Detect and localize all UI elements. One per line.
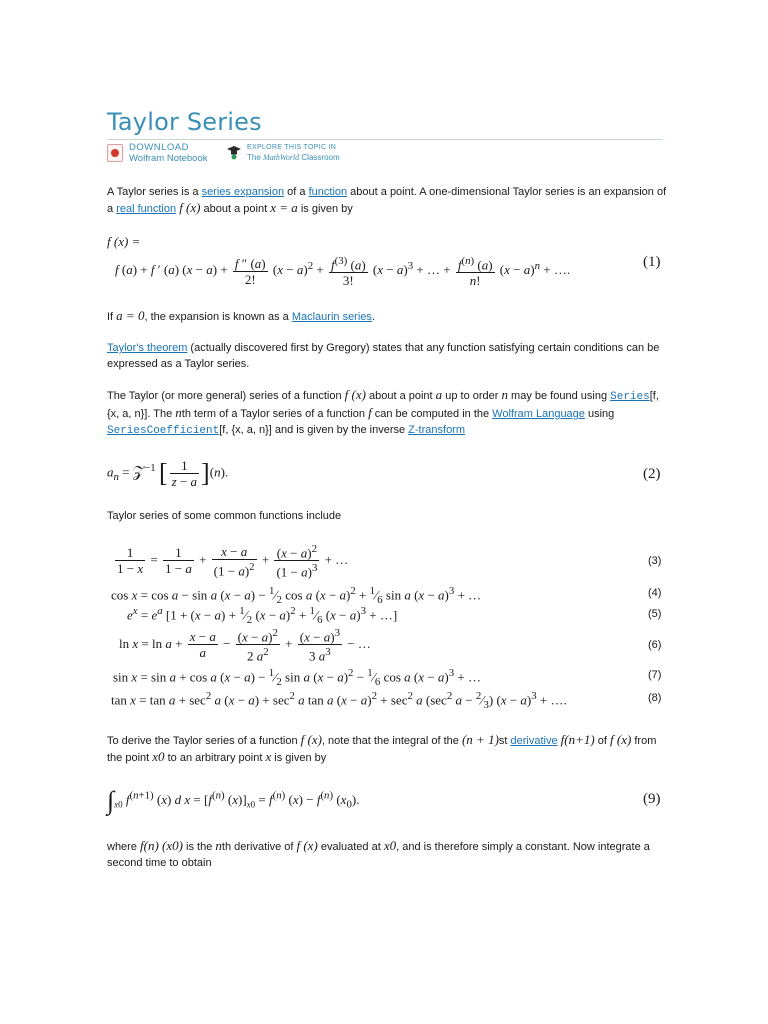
explore-label[interactable]: EXPLORE THIS TOPIC IN bbox=[247, 144, 337, 151]
equation-6: ln x = ln a + $\frac{x - a}{a}$ − $\frac{(x - a)^2}{2 a^2}$ + $\frac{(x - a)^3}{3 a^3}$ − … bbox=[119, 627, 371, 664]
common-functions-paragraph: Taylor series of some common functions include bbox=[107, 510, 342, 522]
equation-1-number: (1) bbox=[643, 254, 661, 270]
equation-9: $\int_{x0}$ $f^{(n+1)}$ (x) d $x = [f^{(n)}$ $(x)]_{x0} = f^{(n)}$ $(x) - f^{(n)}$ $(x_0)$. bbox=[107, 786, 360, 815]
equation-7: sin x = sin a + cos a $(x - a) - ^1⁄_2$ sin a $(x - a)^2$ − $^1⁄_6$ cos a $(x - a)^3$ + … bbox=[113, 667, 481, 688]
download-label[interactable]: DOWNLOAD bbox=[129, 142, 189, 153]
wolfram-language-link[interactable]: Wolfram Language bbox=[492, 408, 585, 420]
equation-2: $a_n$ = 𝒵$^{-1}$ [ $\frac{1}{z - a}$ ](n). bbox=[107, 458, 229, 489]
series-code-link[interactable]: Series bbox=[610, 391, 650, 403]
taylor-theorem-paragraph: Taylor's theorem (actually discovered first by Gregory) states that any function satisfying certain conditions can be expressed as a Taylor series. bbox=[107, 342, 660, 370]
function-link[interactable]: function bbox=[308, 186, 348, 198]
taylors-theorem-link[interactable]: Taylor's theorem bbox=[107, 342, 188, 354]
series-coefficient-code-link[interactable]: SeriesCoefficient bbox=[107, 425, 220, 437]
equation-8: $\tan x = \tan a + \sec^2 a$ $(x - a) + \sec^2 a$ tan a $(x - a)^2 + \sec^2 a$ ($\sec^2$ $a - ^2⁄_3$) $(x - a)^3$ + …. bbox=[111, 690, 567, 711]
graduation-cap-icon[interactable] bbox=[227, 144, 241, 160]
download-notebook-link[interactable]: Wolfram Notebook bbox=[129, 153, 208, 164]
equation-3-number: (3) bbox=[648, 555, 662, 567]
series-expansion-link[interactable]: series expansion bbox=[201, 186, 285, 198]
title-divider bbox=[107, 139, 662, 140]
equation-9-number: (9) bbox=[643, 791, 661, 807]
real-function-link[interactable]: real function bbox=[116, 203, 177, 215]
z-transform-link[interactable]: Z-transform bbox=[408, 424, 466, 436]
equation-1-lhs: f (x) = bbox=[107, 234, 141, 249]
constant-paragraph: where f(n) (x0) is the nth derivative of f (x) evaluated at x0, and is therefore simply a constant. Now integrate a second time to obtain bbox=[107, 838, 650, 869]
maclaurin-series-link[interactable]: Maclaurin series bbox=[291, 311, 372, 323]
equation-5-number: (5) bbox=[648, 608, 662, 620]
notebook-download-icon[interactable] bbox=[107, 144, 123, 162]
equation-4-number: (4) bbox=[648, 587, 662, 599]
equation-7-number: (7) bbox=[648, 669, 662, 681]
mathworld-classroom-link[interactable]: The MathWorld Classroom bbox=[247, 153, 340, 162]
equation-1-rhs: f (a) + f ′ (a) (x − a) + $\frac{f '' (a)}{2!}$ $(x - a)^2$ + $\frac{f^{(3)} (a)}{3!}$ $(x - a)^3$ + … + $\frac{f^{(n)} (a)}{n!}$ $(x - a)^n$ + …. bbox=[115, 255, 571, 289]
maclaurin-paragraph: If a = 0, the expansion is known as a Maclaurin series. bbox=[107, 308, 375, 323]
series-function-paragraph: The Taylor (or more general) series of a function f (x) about a point a up to order n may be found using Series[f, {x, a, n}]. The nth term of a Taylor series of a function f can be computed in the Wolfram Language using SeriesCoefficient[f, {x, a, n}] and is given by the inverse Z-transform bbox=[107, 387, 659, 437]
equation-3: $\frac{1}{1 - x}$ = $\frac{1}{1 - a}$ + $\frac{x - a}{(1 - a)^2}$ + $\frac{(x - a)^2}{(1 - a)^3}$ + … bbox=[117, 543, 349, 580]
derivative-link[interactable]: derivative bbox=[510, 735, 558, 747]
derivation-paragraph: To derive the Taylor series of a function f (x), note that the integral of the (n + 1)st derivative f(n+1) of f (x) from the point x0 to an arbitrary point x is given by bbox=[107, 732, 657, 764]
equation-8-number: (8) bbox=[648, 692, 662, 704]
equation-2-number: (2) bbox=[643, 466, 661, 482]
equation-6-number: (6) bbox=[648, 639, 662, 651]
intro-paragraph: A Taylor series is a series expansion of a function about a point. A one-dimensional Taylor series is an expansion of a real function f (x) about a point x = a is given by bbox=[107, 186, 667, 215]
equation-5: $e^x = e^a$ [$1 + (x - a) + ^1⁄_2$ $(x - a)^2$ + $^1⁄_6$ $(x - a)^3$ + …] bbox=[127, 605, 398, 626]
equation-4: cos x = cos a − sin a $(x - a) - ^1⁄_2$ cos a $(x - a)^2$ + $^1⁄_6$ sin a $(x - a)^3$ + … bbox=[111, 585, 482, 606]
page-title: Taylor Series bbox=[107, 108, 262, 136]
